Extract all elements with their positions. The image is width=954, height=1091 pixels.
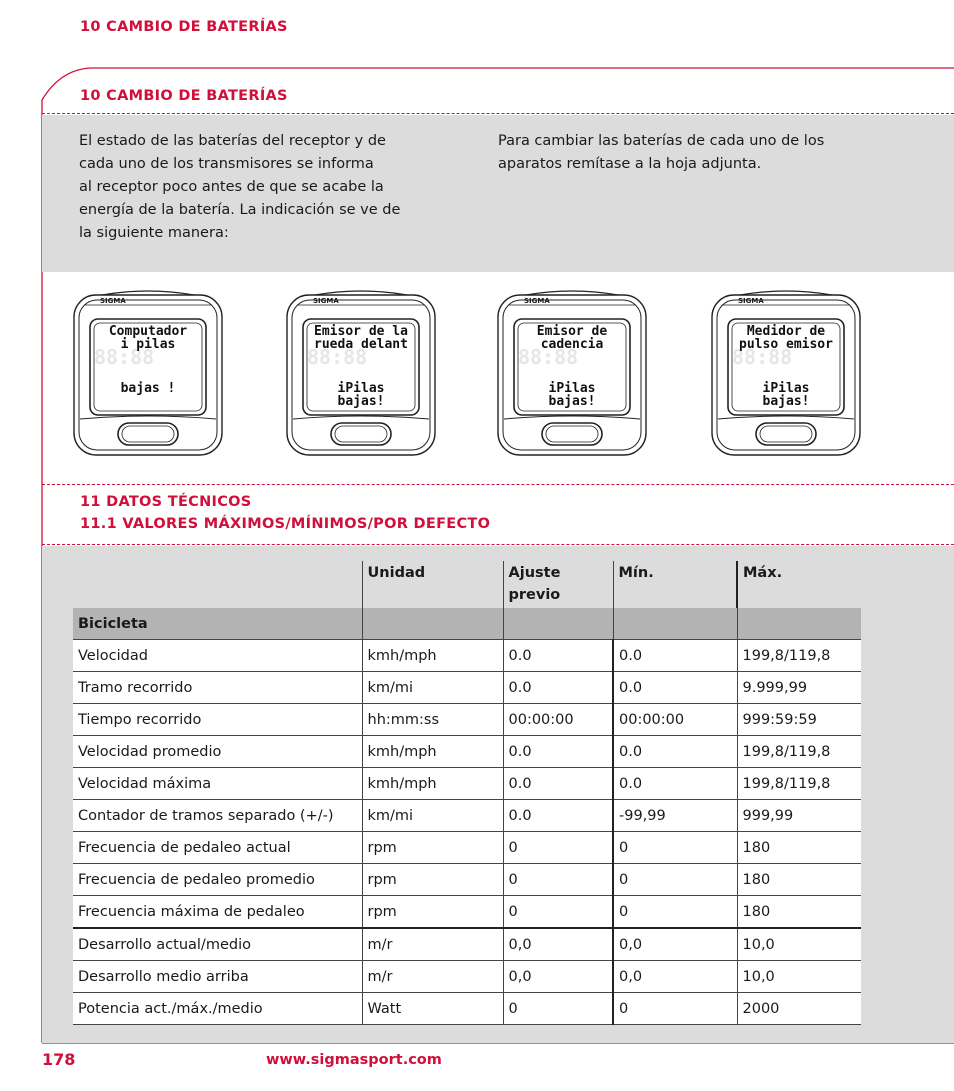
table-row [73,993,861,1025]
table-group-row [73,608,861,640]
table-row [73,896,861,929]
table-cell: 10,0 [737,928,861,961]
display-line: bajas! [548,394,596,409]
table-cell: Watt [362,993,503,1025]
table-cell: 0 [613,993,737,1025]
section-10-title: 10 CAMBIO DE BATERÍAS [80,88,288,104]
table-cell: Tiempo recorrido [73,704,362,736]
table-cell: 10,0 [737,961,861,993]
table-cell: 00:00:00 [613,704,737,736]
table-cell: 999,99 [737,800,861,832]
table-cell: 0.0 [613,768,737,800]
device-outline-icon [710,289,862,459]
sigma-logo-icon: SIGMA [313,297,339,305]
table-cell: Desarrollo actual/medio [73,928,362,961]
table-cell: 0.0 [503,736,613,768]
display-line: pulso emisor [739,337,833,352]
table-cell: m/r [362,961,503,993]
divider [42,113,954,114]
display-line: i pilas [120,337,176,352]
table-cell: kmh/mph [362,768,503,800]
device-outline-icon [72,289,224,459]
table-cell: rpm [362,832,503,864]
table-cell: 999:59:59 [737,704,861,736]
table-cell: km/mi [362,672,503,704]
table-cell: 0.0 [503,672,613,704]
table-cell: 0 [503,896,613,929]
table-row [73,864,861,896]
table-cell: 199,8/119,8 [737,768,861,800]
table-cell: 0 [503,993,613,1025]
display-line: Medidor de [746,324,826,339]
table-cell: 0.0 [613,736,737,768]
page-number: 178 [42,1050,76,1069]
display-line: Emisor de la [314,324,408,339]
sigma-logo-icon: SIGMA [738,297,764,305]
table-cell: m/r [362,928,503,961]
display-line: rueda delant [314,337,408,352]
table-cell: 0.0 [613,672,737,704]
table-cell: 180 [737,832,861,864]
table-cell: -99,99 [613,800,737,832]
table-cell: 180 [737,864,861,896]
cycle-computer-illustration [72,289,224,459]
table-cell: 0.0 [503,768,613,800]
display-line: iPilas [548,381,596,396]
table-cell: Potencia act./máx./medio [73,993,362,1025]
table-row [73,832,861,864]
divider [42,484,954,485]
section-11-title: 11 DATOS TÉCNICOS [80,494,252,510]
running-header: 10 CAMBIO DE BATERÍAS [80,19,288,35]
table-cell: 199,8/119,8 [737,736,861,768]
display-line: iPilas [762,381,810,396]
header-cell: Ajuste previo [503,561,613,608]
table-row [73,768,861,800]
website-url: www.sigmasport.com [266,1052,442,1068]
table-cell: 00:00:00 [503,704,613,736]
table-row [73,704,861,736]
cycle-computer-illustration [710,289,862,459]
technical-data-table [73,561,861,1025]
battery-change-text: Para cambiar las baterías de cada uno de los aparatos remítase a la hoja adjunta. [498,133,825,172]
svg-text:88:88: 88:88 [732,345,793,369]
table-cell: rpm [362,864,503,896]
table-cell: 0 [503,832,613,864]
display-line: bajas! [337,394,385,409]
table-cell: Desarrollo medio arriba [73,961,362,993]
table-cell: 0,0 [503,961,613,993]
table-cell: 0.0 [613,640,737,672]
cycle-computer-illustration [285,289,437,459]
table-cell: 0.0 [503,640,613,672]
table-row [73,961,861,993]
display-line: iPilas [337,381,385,396]
table-cell: 0 [613,896,737,929]
display-line: bajas! [762,394,810,409]
header-cell [73,561,362,608]
table-cell: 0,0 [613,928,737,961]
table-cell: Frecuencia de pedaleo promedio [73,864,362,896]
section-11-subtitle: 11.1 VALORES MÁXIMOS/MÍNIMOS/POR DEFECTO [80,516,491,532]
battery-intro-text: El estado de las baterías del receptor y de cada uno de los transmisores se informa al receptor poco antes de que se acabe la energía de la batería. La indicación se ve de la siguiente manera: [79,133,401,241]
table-cell: Frecuencia máxima de pedaleo [73,896,362,929]
group-label: Bicicleta [73,608,362,640]
table-cell: Velocidad máxima [73,768,362,800]
header-cell: Mín. [613,561,737,608]
table-cell: 2000 [737,993,861,1025]
display-line: cadencia [540,337,604,352]
cycle-computer-illustration [496,289,648,459]
display-line: Computador [108,324,188,339]
display-line: bajas ! [120,381,176,396]
sigma-logo-icon: SIGMA [100,297,126,305]
table-cell: km/mi [362,800,503,832]
table-cell: rpm [362,896,503,929]
svg-text:88:88: 88:88 [307,345,368,369]
table-cell: Velocidad promedio [73,736,362,768]
table-row [73,672,861,704]
table-row [73,736,861,768]
device-outline-icon [285,289,437,459]
header-cell: Máx. [737,561,861,608]
table-cell: 0 [613,832,737,864]
table-header-row [73,561,861,608]
table-cell: 0 [503,864,613,896]
table-cell: Tramo recorrido [73,672,362,704]
table-cell: 180 [737,896,861,929]
table-cell: Velocidad [73,640,362,672]
table-row [73,800,861,832]
table-cell: 0,0 [613,961,737,993]
table-cell: 0,0 [503,928,613,961]
table-cell: 0.0 [503,800,613,832]
header-cell: Unidad [362,561,503,608]
device-outline-icon [496,289,648,459]
table-cell: 9.999,99 [737,672,861,704]
table-row [73,640,861,672]
table-cell: kmh/mph [362,640,503,672]
display-line: Emisor de [536,324,608,339]
table-cell: Frecuencia de pedaleo actual [73,832,362,864]
table-cell: hh:mm:ss [362,704,503,736]
table-cell: Contador de tramos separado (+/-) [73,800,362,832]
svg-text:88:88: 88:88 [94,345,155,369]
table-row [73,928,861,961]
table-cell: 0 [613,864,737,896]
svg-text:88:88: 88:88 [518,345,579,369]
divider [42,544,954,545]
sigma-logo-icon: SIGMA [524,297,550,305]
table-cell: kmh/mph [362,736,503,768]
table-cell: 199,8/119,8 [737,640,861,672]
